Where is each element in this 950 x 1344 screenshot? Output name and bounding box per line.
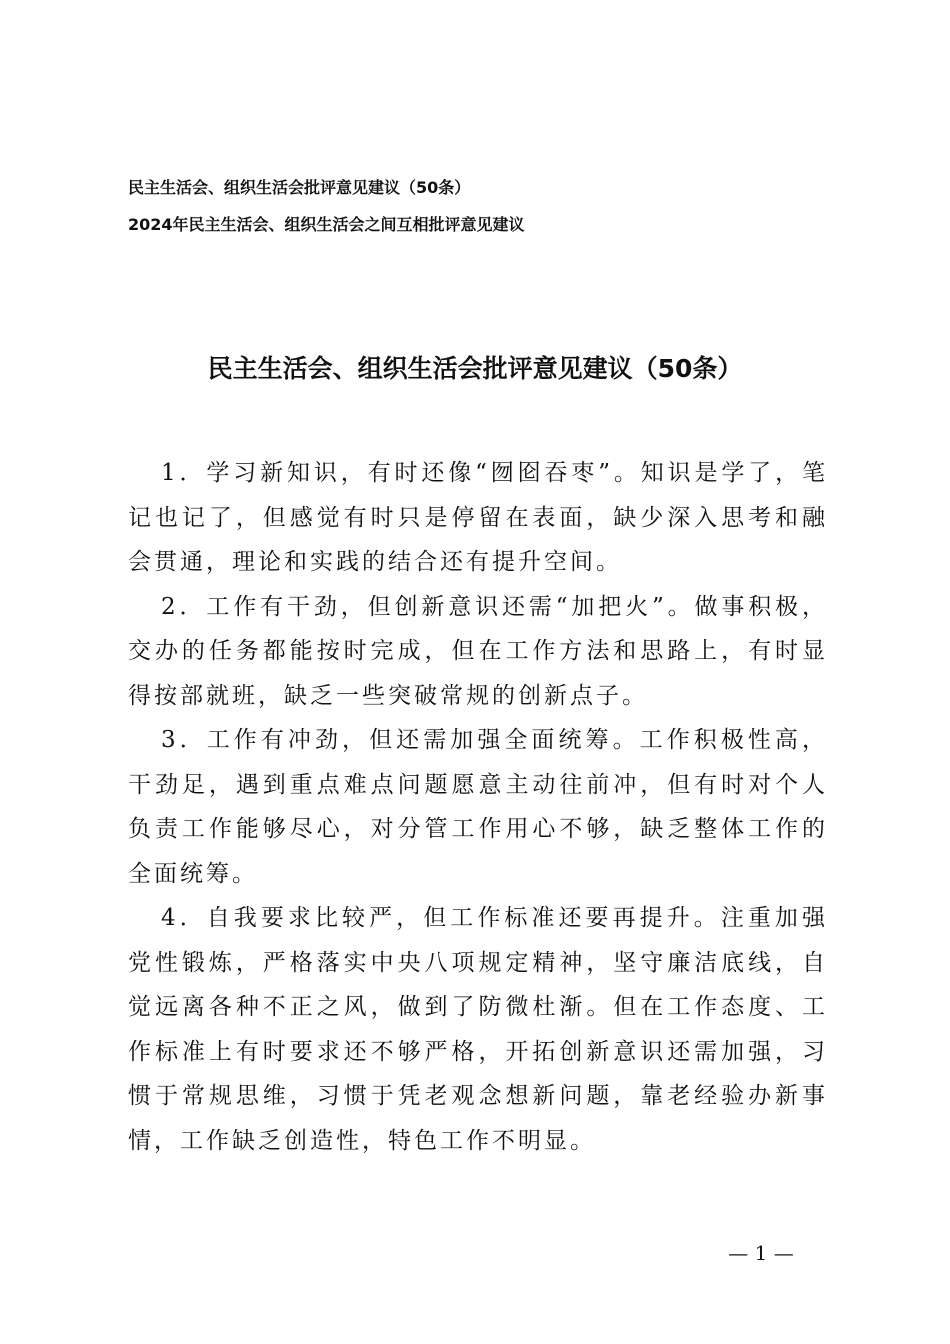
page-number: — 1 — (728, 1241, 794, 1265)
paragraph-1: 1．学习新知识，有时还像“囫囵吞枣”。知识是学了，笔记也记了，但感觉有时只是停留在表面，缺少深入思考和融会贯通，理论和实践的结合还有提升空间。 (128, 460, 828, 575)
paragraph-4: 4．自我要求比较严，但工作标准还要再提升。注重加强党性锻炼，严格落实中央八项规定精神，坚守廉洁底线，自觉远离各种不正之风，做到了防微杜渐。但在工作态度、工作标准上有时要求还不够严格，开拓创新意识还需加强，习惯于常规思维，习惯于凭老观念想新问题，靠老经验办新事情，工作缺乏创造性，特色工作不明显。 (128, 905, 828, 1154)
page-title: 民主生活会、组织生活会批评意见建议（50条） (207, 354, 743, 383)
header-title-line-1: 民主生活会、组织生活会批评意见建议（50条） (128, 178, 471, 197)
paragraph-2: 2．工作有干劲，但创新意识还需“加把火”。做事积极，交办的任务都能按时完成，但在工作方法和思路上，有时显得按部就班，缺乏一些突破常规的创新点子。 (128, 593, 828, 709)
paragraph-3: 3．工作有冲劲，但还需加强全面统筹。工作积极性高，干劲足，遇到重点难点问题愿意主动往前冲，但有时对个人负责工作能够尽心，对分管工作用心不够，缺乏整体工作的全面统筹。 (128, 727, 828, 887)
header-title-line-2: 2024年民主生活会、组织生活会之间互相批评意见建议 (128, 215, 525, 234)
document-header (128, 178, 848, 235)
document-body (128, 451, 828, 1163)
